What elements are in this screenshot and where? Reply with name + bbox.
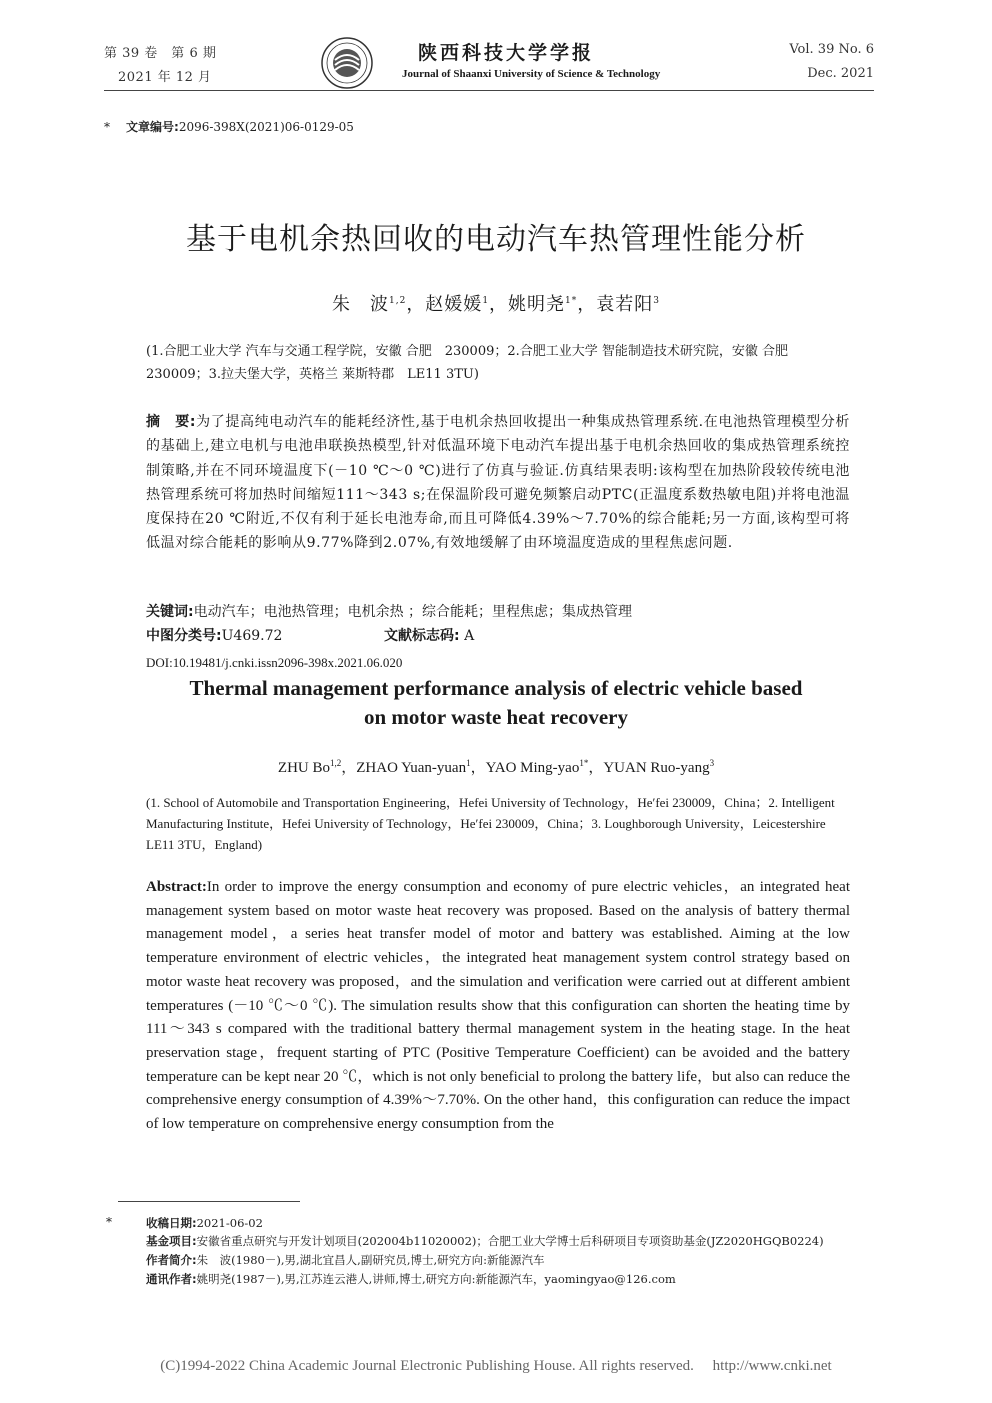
author-bio-value: 朱 波(1980－),男,湖北宜昌人,副研究员,博士,研究方向:新能源汽车: [196, 1253, 545, 1267]
footnote-received: [146, 1215, 263, 1231]
author-3-sup: 1*: [565, 296, 578, 306]
article-number-label: 文章编号:: [126, 120, 179, 134]
abstract-en-text: In order to improve the energy consumption and economy of pure electric vehicles，an integrated heat management system based on motor waste heat recovery was proposed. Based on the analysis of battery thermal management model，a series heat transfer model of motor and battery was established. Aiming at the low temperature environment of electric vehicles，the integrated heat management system control strategy based on motor waste heat recovery was proposed，and the simulation and verification were carried out at different ambient temperatures (－10 ℃～0 ℃). The simulation results show that this configuration can shorten the heating time by 111～343 s compared with the traditional battery thermal management system in the heating stage. In the heat preservation stage，frequent starting of PTC (Positive Temperature Coefficient) can be avoided and the battery temperature can be kept near 20 ℃，which is not only beneficial to prolong the battery life，but also can reduce the comprehensive energy consumption of 4.39%～7.70%. On the other hand，this configuration can reduce the impact of low temperature on comprehensive energy consumption from the: [146, 879, 850, 1133]
author-2-en: ，ZHAO Yuan-yuan: [341, 760, 467, 776]
affiliation-cn: (1.合肥工业大学 汽车与交通工程学院，安徽 合肥 230009；2.合肥工业大学 智能制造技术研究院，安徽 合肥 230009；3.拉夫堡大学，英格兰 莱斯特郡 LE11 3TU): [146, 344, 802, 382]
author-4-cn: ，袁若阳: [577, 294, 654, 315]
doi[interactable]: DOI:10.19481/j.cnki.issn2096-398x.2021.06.020: [146, 655, 403, 670]
author-1-sup: 1,2: [388, 296, 407, 306]
article-number-value: 2096-398X(2021)06-0129-05: [178, 120, 354, 134]
classification: [146, 625, 850, 645]
received-value: 2021-06-02: [196, 1216, 263, 1230]
authors-en: [0, 756, 992, 777]
author-4-sup: 3: [653, 296, 661, 306]
footnote-fund: [146, 1233, 824, 1249]
author-1-cn: 朱 波: [331, 294, 389, 315]
footnote-star: *: [106, 1215, 112, 1229]
doc-code-label: 文献标志码:: [384, 628, 460, 644]
author-2-cn: ，赵媛媛: [406, 294, 483, 315]
authors-cn: [0, 290, 992, 316]
author-4-en: ，YUAN Ruo-yang: [588, 760, 710, 776]
author-3-cn: ，姚明尧: [489, 294, 566, 315]
footnote-rule: [118, 1201, 300, 1202]
header-rule: [104, 90, 874, 91]
clc-value: U469.72: [221, 628, 283, 644]
volume-issue-en: Vol. 39 No. 6: [789, 42, 874, 57]
author-2-en-sup: 1: [466, 758, 471, 768]
author-3-en: ，YAO Ming-yao: [470, 760, 580, 776]
doc-code: [384, 625, 474, 645]
abstract-en: [146, 876, 850, 1137]
fund-value: 安徽省重点研究与开发计划项目(202004b11020002)；合肥工业大学博士后科研项目专项资助基金(JZ2020HGQB0224): [196, 1234, 824, 1248]
abstract-cn-text: 为了提高纯电动汽车的能耗经济性,基于电机余热回收提出一种集成热管理系统.在电池热管理模型分析的基础上,建立电机与电池串联换热模型,针对低温环境下电动汽车提出基于电机余热回收的集成热管理系统控制策略,并在不同环境温度下(－10 ℃～0 ℃)进行了仿真与验证.仿真结果表明:该构型在加热阶段较传统电池热管理系统可将加热时间缩短111～343 s;在保温阶段可避免频繁启动PTC(正温度系数热敏电阻)并将电池温度保持在20 ℃附近,不仅有利于延长电池寿命,而且可降低4.39%～7.70%的综合能耗;另一方面,该构型可将低温对综合能耗的影响从9.77%降到2.07%,有效地缓解了由环境温度造成的里程焦虑问题.: [146, 414, 850, 552]
author-4-en-sup: 3: [709, 758, 715, 768]
article-number: [104, 118, 354, 135]
author-bio-label: 作者简介:: [146, 1253, 197, 1267]
affiliation-en: (1. School of Automobile and Transportation Engineering，Hefei University of Technology，He′fei 230009，China；2. Intelligent Manufacturing Institute，Hefei University of Technology，He′fei 230009，China；3. Loughborough University，Leicestershire LE11 3TU，England): [146, 795, 835, 852]
abstract-en-label: Abstract:: [146, 879, 207, 895]
abstract-cn-label: 摘 要:: [146, 414, 197, 430]
fund-label: 基金项目:: [146, 1234, 197, 1248]
footnote-author: [146, 1252, 545, 1268]
journal-logo: [320, 36, 374, 90]
title-en-text: Thermal management performance analysis of electric vehicle based on motor waste heat recovery: [189, 676, 803, 729]
title-en: [0, 674, 992, 732]
clc-label: 中图分类号:: [146, 628, 222, 644]
footnote-corresponding: [146, 1271, 676, 1287]
keywords-cn-text: 电动汽车；电池热管理；电机余热 ；综合能耗；里程焦虑；集成热管理: [193, 604, 633, 620]
author-2-sup: 1: [482, 296, 490, 306]
author-1-en: ZHU Bo: [277, 760, 330, 776]
author-1-en-sup: 1,2: [330, 758, 342, 768]
date-cn: 2021 年 12 月: [118, 70, 212, 85]
abstract-cn: [146, 410, 850, 556]
date-en: Dec. 2021: [807, 66, 874, 81]
journal-name-en: Journal of Shaanxi University of Science & Technology: [402, 68, 661, 80]
corresponding-value: 姚明尧(1987－),男,江苏连云港人,讲师,博士,研究方向:新能源汽车，yaomingyao@126.com: [196, 1272, 676, 1286]
keywords-cn-label: 关键词:: [146, 604, 194, 620]
author-3-en-sup: 1*: [579, 758, 589, 768]
journal-name-cn: 陕西科技大学学报: [418, 42, 595, 64]
doc-code-value: A: [464, 628, 475, 644]
title-cn: 基于电机余热回收的电动汽车热管理性能分析: [186, 222, 806, 257]
article-star: *: [104, 120, 110, 134]
volume-issue-cn: 第 39 卷 第 6 期: [104, 46, 217, 61]
received-label: 收稿日期:: [146, 1216, 197, 1230]
copyright-line: (C)1994-2022 China Academic Journal Electronic Publishing House. All rights reserved. http://www.cnki.net: [160, 1358, 832, 1374]
corresponding-label: 通讯作者:: [146, 1272, 197, 1286]
keywords-cn: [146, 601, 850, 621]
